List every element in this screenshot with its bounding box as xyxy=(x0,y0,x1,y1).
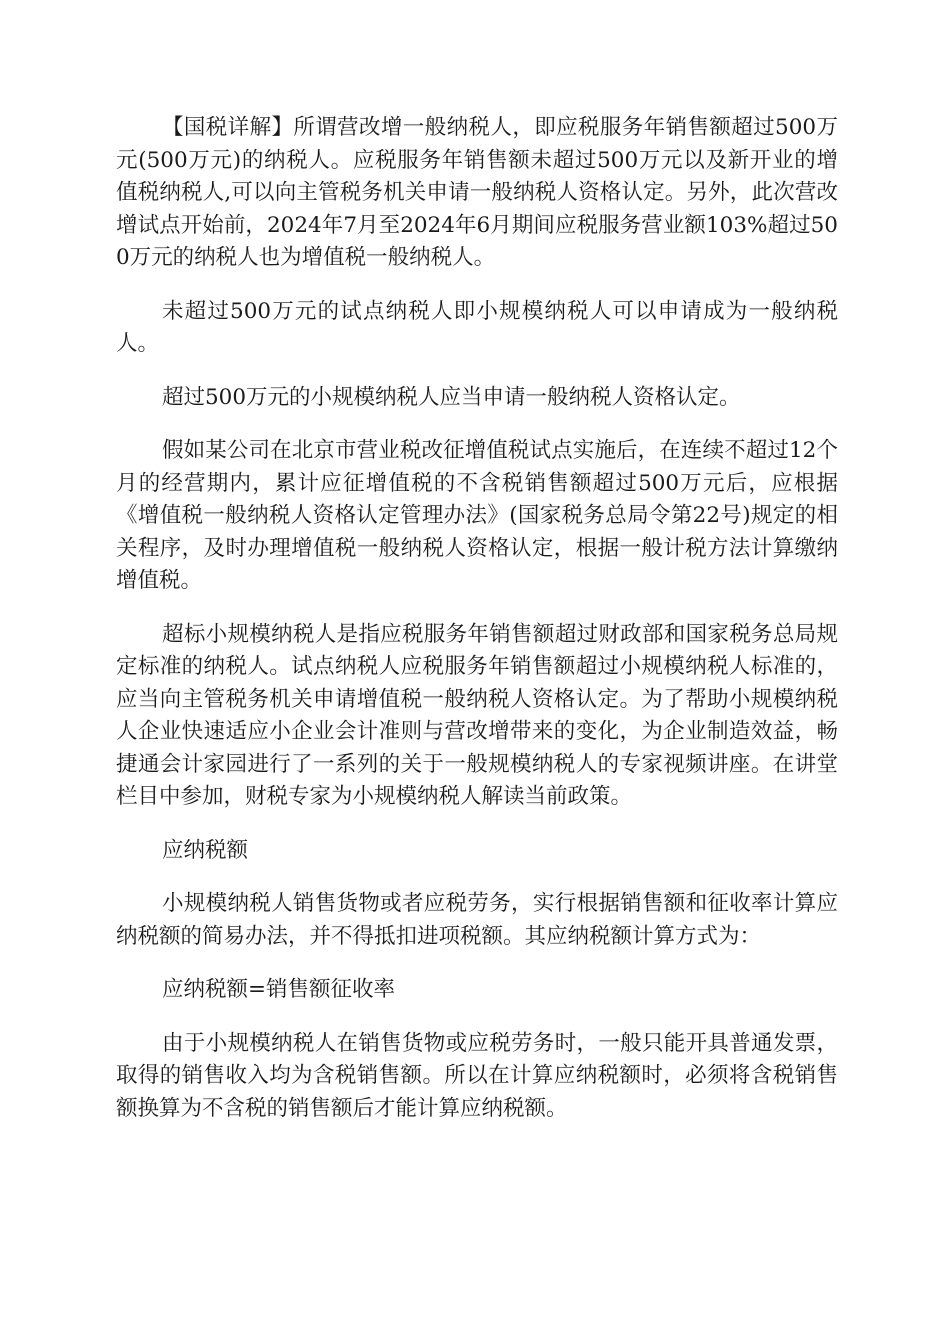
formula-tax-payable: 应纳税额=销售额征收率 xyxy=(162,977,396,1002)
paragraph-beijing-example: 假如某公司在北京市营业税改征增值税试点实施后，在连续不超过12个月的经营期内，累计应征增值税的不含税销售额超过500万元后，应根据《增值税一般纳税人资格认定管理办法》(国家税务总局令第22号)规定的相关程序，及时办理增值税一般纳税人资格认定，根据一般计税方法计算缴纳增值税。 xyxy=(116,438,838,593)
paragraph-over-standard: 超标小规模纳税人是指应税服务年销售额超过财政部和国家税务总局规定标准的纳税人。试点纳税人应税服务年销售额超过小规模纳税人标准的，应当向主管税务机关申请增值税一般纳税人资格认定。为了帮助小规模纳税人企业快速适应小企业会计准则与营改增带来的变化，为企业制造效益，畅捷通会计家园进行了一系列的关于一般规模纳税人的专家视频讲座。在讲堂栏目中参加，财税专家为小规模纳税人解读当前政策。 xyxy=(116,621,838,809)
paragraph-tax-inclusive-conversion: 由于小规模纳税人在销售货物或应税劳务时，一般只能开具普通发票，取得的销售收入均为含税销售额。所以在计算应纳税额时，必须将含税销售额换算为不含税的销售额后才能计算应纳税额。 xyxy=(116,1030,838,1121)
heading-tax-payable: 应纳税额 xyxy=(162,837,249,863)
paragraph-small-scale-apply: 未超过500万元的试点纳税人即小规模纳税人可以申请成为一般纳税人。 xyxy=(116,298,838,356)
paragraph-taxpayer-definition: 【国税详解】所谓营改增一般纳税人，即应税服务年销售额超过500万元(500万元)的纳税人。应税服务年销售额未超过500万元以及新开业的增值税纳税人,可以向主管税务机关申请一般纳税人资格认定。另外，此次营改增试点开始前，2024年7月至2024年6月期间应税服务营业额103%超过500万元的纳税人也为增值税一般纳税人。 xyxy=(116,115,838,270)
document-body xyxy=(116,112,838,1146)
paragraph-over-threshold: 超过500万元的小规模纳税人应当申请一般纳税人资格认定。 xyxy=(162,384,741,410)
paragraph-simplified-method: 小规模纳税人销售货物或者应税劳务，实行根据销售额和征收率计算应纳税额的简易办法，并不得抵扣进项税额。其应纳税额计算方式为： xyxy=(116,891,838,949)
